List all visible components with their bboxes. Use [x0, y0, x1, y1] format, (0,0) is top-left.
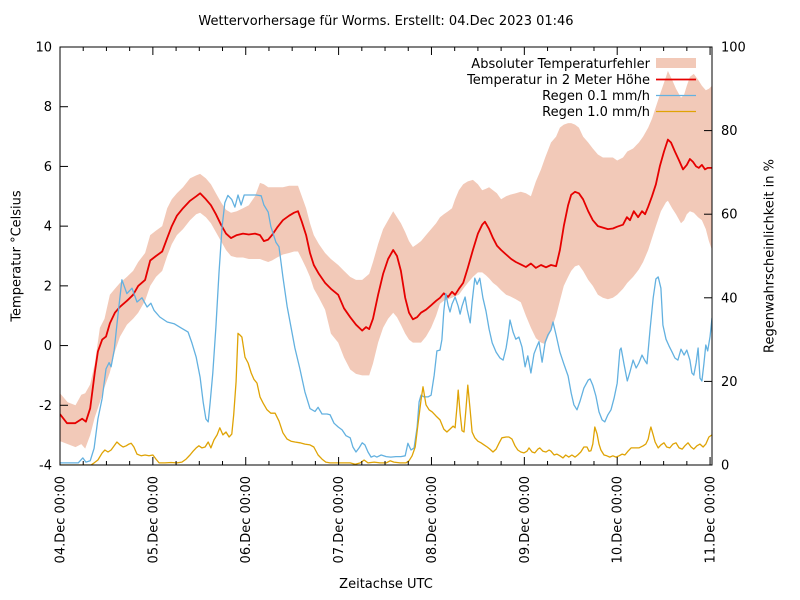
temperature-error-band	[60, 71, 712, 449]
svg-text:20: 20	[721, 374, 738, 390]
svg-text:6: 6	[43, 159, 52, 175]
svg-text:05.Dec 00:00: 05.Dec 00:00	[146, 476, 162, 564]
svg-text:11.Dec 00:00: 11.Dec 00:00	[703, 476, 719, 564]
svg-text:40: 40	[721, 291, 738, 307]
svg-text:06.Dec 00:00: 06.Dec 00:00	[239, 476, 255, 564]
chart-title: Wettervorhersage für Worms. Erstellt: 04.Dec 2023 01:46	[198, 14, 574, 29]
y-axis-label-left: Temperatur °Celsius	[9, 190, 25, 322]
svg-text:0: 0	[721, 458, 730, 474]
svg-text:60: 60	[721, 207, 738, 223]
svg-text:80: 80	[721, 124, 738, 140]
x-axis-label: Zeitachse UTC	[339, 577, 433, 592]
svg-text:0: 0	[43, 339, 52, 355]
svg-text:Absoluter Temperaturfehler: Absoluter Temperaturfehler	[471, 57, 650, 72]
svg-text:8: 8	[43, 100, 52, 116]
svg-text:-2: -2	[39, 398, 52, 414]
svg-text:Regen 0.1 mm/h: Regen 0.1 mm/h	[542, 89, 650, 104]
svg-text:04.Dec 00:00: 04.Dec 00:00	[53, 476, 69, 564]
svg-text:10: 10	[35, 40, 52, 56]
svg-text:4: 4	[43, 219, 52, 235]
svg-text:Regen 1.0 mm/h: Regen 1.0 mm/h	[542, 105, 650, 120]
legend-band-swatch	[656, 58, 696, 68]
svg-text:07.Dec 00:00: 07.Dec 00:00	[332, 476, 348, 564]
y-axis-label-right: Regenwahrscheinlichkeit in %	[762, 159, 778, 353]
svg-text:Temperatur in 2 Meter Höhe: Temperatur in 2 Meter Höhe	[467, 73, 650, 88]
svg-text:10.Dec 00:00: 10.Dec 00:00	[610, 476, 626, 564]
svg-text:2: 2	[43, 279, 52, 295]
svg-text:100: 100	[721, 40, 746, 56]
plot-area	[60, 71, 712, 465]
svg-text:09.Dec 00:00: 09.Dec 00:00	[517, 476, 533, 564]
svg-text:08.Dec 00:00: 08.Dec 00:00	[424, 476, 440, 564]
svg-text:-4: -4	[39, 458, 52, 474]
